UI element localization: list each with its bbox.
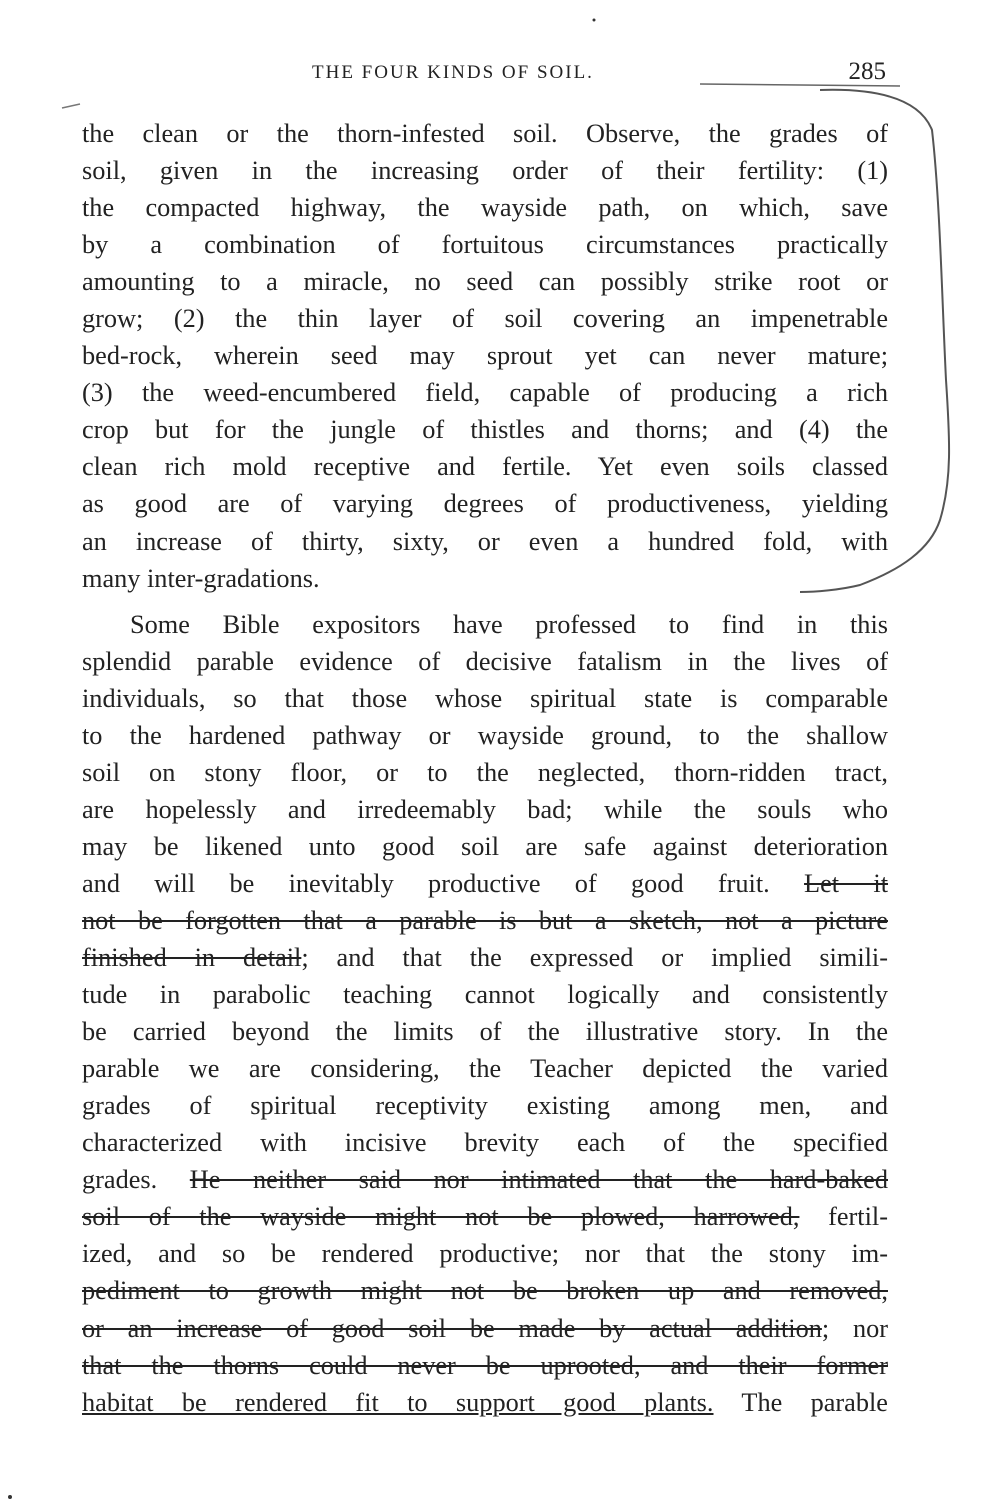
text-line: Some Bible expositors have professed to find in this [130, 609, 888, 639]
text-line: the compacted highway, the wayside path, on which, save [82, 193, 888, 223]
text-line: bed-rock, wherein seed may sprout yet can never mature; [82, 341, 888, 371]
text-line: may be likened unto good soil are safe against deterioration [82, 831, 888, 861]
text-line: grades of spiritual receptivity existing among men, and [82, 1091, 888, 1121]
struck-text: Let it [804, 868, 888, 898]
text-line: many inter-gradations. [82, 563, 320, 593]
text-line: amounting to a miracle, no seed can possibly strike root or [82, 267, 888, 297]
struck-text: finished in detail [82, 943, 302, 973]
struck-text: He neither said nor intimated that the hard-baked [189, 1165, 888, 1195]
plain-text: ; nor [821, 1313, 889, 1343]
struck-text: soil of the wayside might not be plowed, harrowed, [82, 1202, 800, 1232]
stray-dot-mark [8, 1495, 12, 1499]
underlined-text: habitat be rendered fit to support good plants. [82, 1387, 714, 1417]
text-line: soil on stony floor, or to the neglected, thorn-ridden tract, [82, 757, 888, 787]
plain-text: fertil- [828, 1202, 888, 1232]
text-line: crop but for the jungle of thistles and thorns; and (4) the [82, 415, 888, 445]
text-line: soil, given in the increasing order of their fertility: (1) [82, 156, 888, 186]
stray-dot-mark [593, 19, 596, 22]
text-line: clean rich mold receptive and fertile. Yet even soils classed [82, 452, 888, 482]
text-line: individuals, so that those whose spiritual state is comparable [82, 683, 888, 713]
text-line: an increase of thirty, sixty, or even a hundred fold, with [82, 526, 888, 556]
struck-line: pediment to growth might not be broken up and removed, [82, 1276, 888, 1306]
text-line [82, 1310, 888, 1347]
text-line: characterized with incisive brevity each of the specified [82, 1128, 888, 1158]
text-line: grow; (2) the thin layer of soil covering an impenetrable [82, 304, 888, 334]
struck-line: that the thorns could never be uprooted, and their former [82, 1350, 888, 1380]
text-line [82, 939, 888, 976]
paragraph-1 [82, 115, 888, 597]
plain-text: ; and that the expressed or implied simili- [301, 943, 888, 973]
text-line: by a combination of fortuitous circumstances practically [82, 230, 888, 260]
text-line: the clean or the thorn-infested soil. Observe, the grades of [82, 119, 888, 148]
text-line: ized, and so be rendered productive; nor that the stony im- [82, 1239, 888, 1269]
plain-text: The parable [741, 1387, 888, 1417]
running-head: THE FOUR KINDS OF SOIL. [312, 62, 594, 83]
plain-text: grades. [82, 1165, 158, 1195]
text-line [82, 1161, 888, 1198]
struck-line: not be forgotten that a parable is but a sketch, not a picture [82, 905, 888, 935]
struck-text: or an increase of good soil be made by actual addition [82, 1313, 822, 1343]
text-line: be carried beyond the limits of the illustrative story. In the [82, 1017, 888, 1047]
text-line [82, 865, 888, 902]
body-text [82, 115, 888, 1421]
stray-dash-mark [62, 104, 80, 108]
text-line: tude in parabolic teaching cannot logically and consistently [82, 980, 888, 1010]
plain-text: and will be inevitably productive of good fruit. [82, 868, 770, 898]
page-number: 285 [848, 58, 886, 85]
text-line: are hopelessly and irredeemably bad; while the souls who [82, 794, 888, 824]
text-line: as good are of varying degrees of productiveness, yielding [82, 489, 888, 519]
text-line: (3) the weed-encumbered field, capable of producing a rich [82, 378, 888, 408]
text-line [82, 1384, 888, 1421]
text-line: parable we are considering, the Teacher depicted the varied [82, 1054, 888, 1084]
paragraph-2 [82, 606, 888, 1421]
text-line [82, 1198, 888, 1235]
page-header [82, 58, 890, 94]
text-line: to the hardened pathway or wayside ground, to the shallow [82, 720, 888, 750]
text-line: splendid parable evidence of decisive fatalism in the lives of [82, 646, 888, 676]
